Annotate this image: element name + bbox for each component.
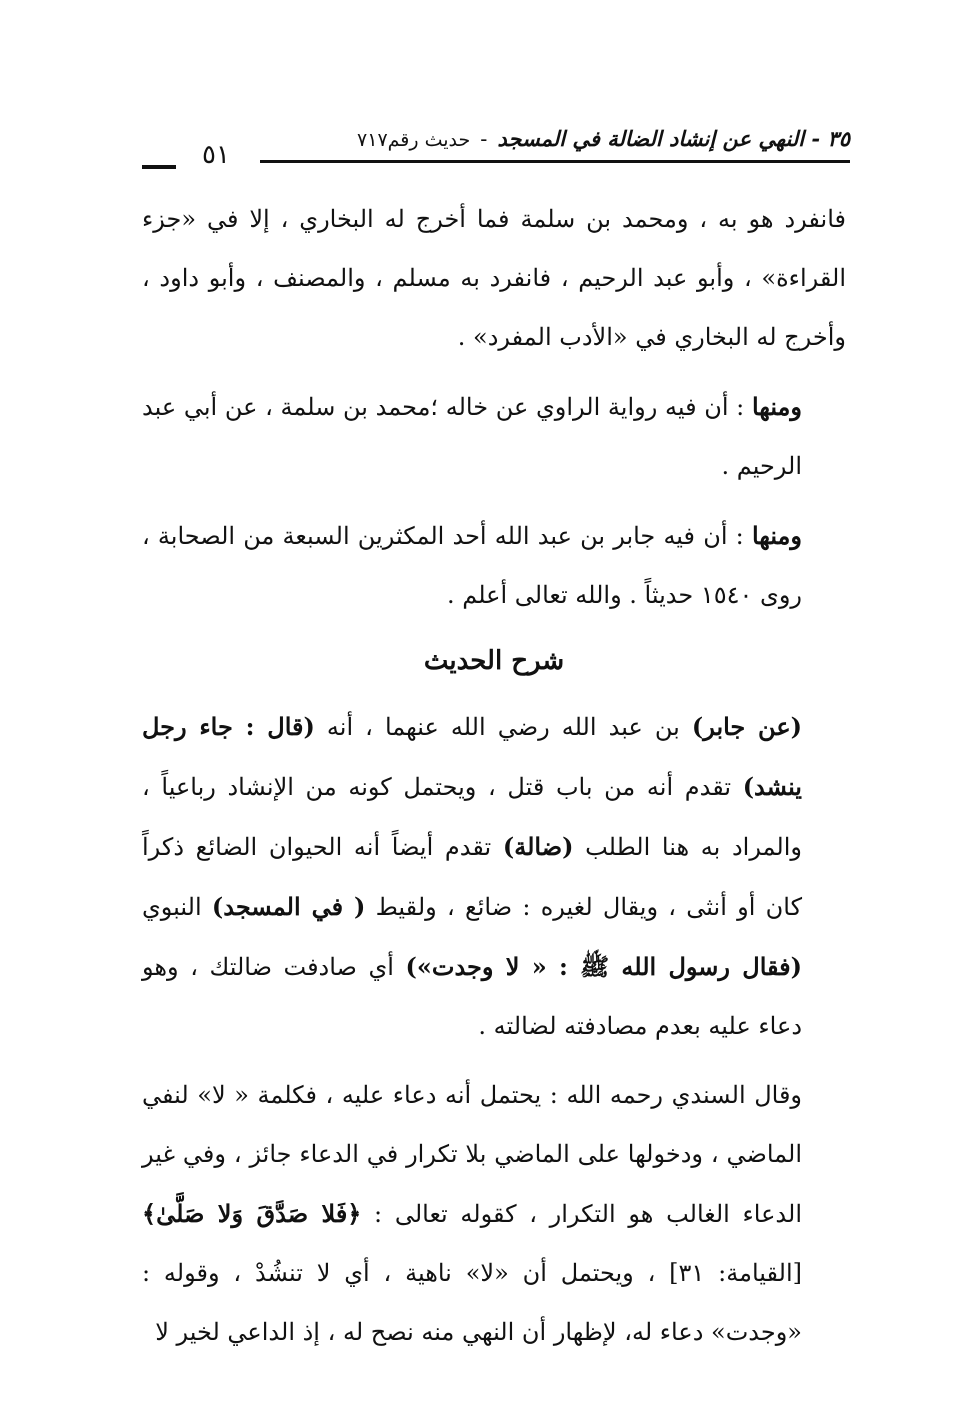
paragraph-4 [142,697,846,1056]
p4-span-3: (قال : جاء رجل ينشد) [142,712,802,801]
paragraph-1: فانفرد هو به ، ومحمد بن سلمة فما أخرج له البخاري ، إلا في «جزء القراءة» ، وأبو عبد الرحيم ، فانفرد به مسلم ، والمصنف ، وأبو داود ، وأخرج له البخاري في «الأدب المفرد» . [142,205,846,351]
chapter-title-text: ٣٥ - النهي عن إنشاد الضالة في المسجد [497,126,850,151]
p4-span-1: (عن جابر) [691,712,803,741]
chapter-title [357,126,850,151]
p4-span-6: تقدم أيضاً أنه الحيوان الضائع ذكراً كان أو أنثى ، ويقال لغيره : ضائع ، ولقيط [142,833,802,921]
paragraph-2-lead: ومنها [751,392,802,421]
p4-span-7: ( في المسجد) [211,892,366,921]
p5-span-3: [القيامة: ٣١] ، ويحتمل أن «لا» ناهية ، أي لا تنشُدْ ، وقوله : «وجدت» دعاء له، لإظهار أن النهي منه نصح له ، إذ الداعي لخير لا [142,1259,802,1346]
p4-span-2: بن عبد الله رضي الله عنهما ، أنه [314,713,692,741]
p5-span-1: وقال السندي رحمه الله : يحتمل أنه دعاء عليه ، فكلمة « لا» لنفي الماضي ، ودخولها على الماضي بلا تكرار في الدعاء جائز ، وفي غير الدعاء الغالب هو التكرار ، كقوله تعالى : [142,1081,803,1228]
paragraph-3 [142,506,846,625]
p4-span-8: النبوي [142,893,212,921]
p4-span-10: أي صادفت ضالتك ، وهو دعاء عليه بعدم مصادفته لضالته . [142,953,802,1040]
hadith-number: حديث رقم٧١٧ [357,129,471,151]
p4-span-5: (ضالة) [502,832,574,861]
page-number: ٥١ [202,140,230,170]
section-heading: شرح الحديث [423,646,565,676]
paragraph-2 [142,377,846,496]
paragraph-3-lead: ومنها [751,521,802,550]
paragraph-5 [142,1066,846,1362]
page-body [142,190,846,1362]
paragraph-2-text: : أن فيه رواية الراوي عن خاله ؛محمد بن سلمة ، عن أبي عبد الرحيم . [142,393,802,480]
p4-span-4: تقدم أنه من باب قتل ، ويحتمل كونه من الإنشاد رباعياً ، والمراد به هنا الطلب [142,773,803,861]
quran-verse: ﴿فَلا صَدَّقَ وَلا صَلَّىٰ﴾ [142,1199,362,1228]
page-header [142,122,850,172]
title-separator: - [480,127,488,151]
header-rule [260,160,850,163]
p4-span-9: (فقال رسول الله ﷺ : « لا وجدت») [405,952,802,981]
header-rule-short [142,165,176,169]
paragraph-3-text: : أن فيه جابر بن عبد الله أحد المكثرين السبعة من الصحابة ، روى ١٥٤٠ حديثاً . والله تعالى أعلم . [142,522,802,609]
